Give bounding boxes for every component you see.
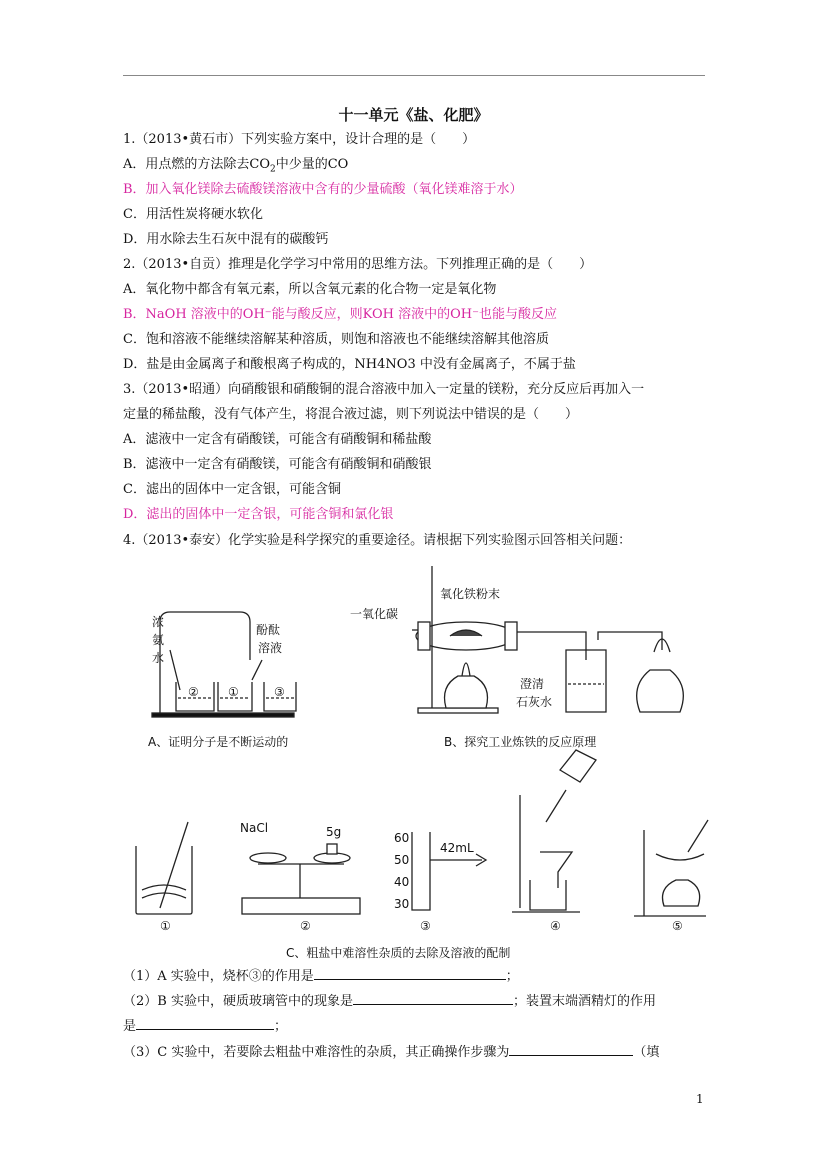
figure-b-label-co: 一氧化碳 (350, 607, 399, 621)
figure-c-weight-block (327, 844, 337, 854)
figure-c-label-weight: 5g (326, 825, 342, 839)
figure-b-iron-oxide-powder (450, 630, 482, 636)
figure-b-label-lime-1: 澄清 (520, 677, 545, 691)
q4-sub3-end: （填 (633, 1045, 660, 1060)
figure-c-tick-60: 60 (394, 831, 410, 845)
figure-b-tube-to-burner (598, 632, 662, 650)
figure-c-label-nacl: NaCl (240, 821, 269, 835)
figure-c-caption: C、粗盐中难溶性杂质的去除及溶液的配制 (286, 946, 511, 960)
q4-sub2-text: （2）B 实验中，硬质玻璃管中的现象是 (123, 994, 353, 1009)
figure-c-num-2: ② (300, 919, 311, 933)
q1-stem: 1.（2013•黄石市）下列实验方案中，设计合理的是（ ） (123, 132, 476, 147)
figure-c-left-pan (250, 853, 286, 863)
q4-sub1-answer-blank[interactable] (314, 966, 506, 980)
page-title: 十一单元《盐、化肥》 (338, 106, 489, 124)
figure-b-flame (462, 663, 470, 676)
figure-c (136, 750, 708, 916)
figure-b-alcohol-lamp (445, 676, 488, 708)
q2-option-b: B．NaOH 溶液中的OH⁻能与酸反应，则KOH 溶液中的OH⁻也能与酸反应 (123, 307, 558, 322)
q4-sub2-answer-blank-2[interactable] (136, 1016, 274, 1030)
q4-sub2-answer-blank-1[interactable] (353, 991, 513, 1005)
figure-c-balance-base (242, 898, 360, 914)
q4-sub3 (123, 1042, 659, 1062)
q4-sub1 (123, 966, 519, 986)
q2-option-d: D．盐是由金属离子和酸根离子构成的，NH4NO3 中没有金属离子，不属于盐 (123, 357, 576, 372)
q4-sub2-line2-text: 是 (123, 1019, 137, 1034)
figure-c-num-5: ⑤ (672, 919, 683, 933)
figure-c-tick-30: 30 (394, 897, 410, 911)
q4-sub2-mid: ；装置末端酒精灯的作用 (512, 994, 656, 1009)
figure-c-cylinder (412, 832, 430, 910)
figure-c-receiving-beaker (530, 880, 566, 910)
figure-b-label-lime-2: 石灰水 (516, 695, 553, 709)
q1-a-subscript: 2 (270, 164, 276, 175)
figure-c-tick-40: 40 (394, 875, 410, 889)
q4-sub3-text: （3）C 实验中，若要除去粗盐中难溶性的杂质，其正确操作步骤为 (123, 1045, 510, 1060)
q4-stem: 4.（2013•泰安）化学实验是科学探究的重要途径。请根据下列实验图示回答相关问题： (123, 533, 632, 548)
q4-sub1-text: （1）A 实验中，烧杯③的作用是 (123, 969, 314, 984)
figure-c-funnel (540, 852, 572, 888)
figure-b-label-fe2o3: 氧化铁粉末 (440, 587, 501, 601)
figure-a-base (152, 713, 294, 717)
q1-option-c: C．用活性炭将硬水软化 (123, 207, 263, 222)
figure-c-beaker-1 (136, 846, 192, 914)
q3-stem-line2: 定量的稀盐酸，没有气体产生，将混合液过滤，则下列说法中错误的是（ ） (123, 407, 579, 422)
q4-sub1-end: ； (505, 969, 519, 984)
figure-a-label-phenol-1: 酚酞 (256, 623, 281, 637)
q2-stem: 2.（2013•自贡）推理是化学学习中常用的思维方法。下列推理正确的是（ ） (123, 257, 593, 272)
q3-option-a: A．滤液中一定含有硝酸镁，可能含有硝酸铜和稀盐酸 (123, 432, 432, 447)
q4-sub2 (123, 991, 656, 1011)
q1-a-text: A．用点燃的方法除去CO (123, 157, 270, 172)
figure-b-stopper-left (418, 622, 430, 650)
figure-a-label-ammonia-2: 氨 (152, 633, 165, 647)
q2-option-c: C．饱和溶液不能继续溶解某种溶质，则饱和溶液也不能继续溶解其他溶质 (123, 332, 549, 347)
figure-c-pouring-beaker (560, 750, 596, 782)
figure-b-tube-to-bottle (517, 632, 586, 660)
q4-sub2-line2-end: ； (274, 1019, 288, 1034)
q4-sub3-answer-blank[interactable] (509, 1042, 633, 1056)
figure-a-pointer-ammonia (170, 650, 180, 690)
q3-option-c: C．滤出的固体中一定含银，可能含铜 (123, 482, 341, 497)
q3-option-b: B．滤液中一定含有硝酸镁，可能含有硝酸铜和硝酸银 (123, 457, 432, 472)
figure-a-label-ammonia-1: 浓 (152, 615, 165, 629)
q3-option-d: D．滤出的固体中一定含银，可能含铜和氯化银 (123, 507, 394, 522)
q4-sub2-line2 (123, 1016, 287, 1036)
figure-a-beaker-label-3: ③ (274, 685, 285, 699)
figure-c-glass-rod (160, 822, 188, 908)
figure-c-pouring-rod (546, 790, 566, 822)
figure-c-num-1: ① (160, 919, 171, 933)
figure-b-stopper-right (505, 622, 517, 650)
figure-a-beaker-label-2: ② (188, 685, 199, 699)
figure-a-beaker-label-1: ① (228, 685, 239, 699)
figure-c-tick-50: 50 (394, 853, 410, 867)
page-number: 1 (696, 1092, 704, 1106)
figure-a-caption: A、证明分子是不断运动的 (148, 735, 289, 749)
figure-c-num-4: ④ (550, 919, 561, 933)
figure-c-num-3: ③ (420, 919, 431, 933)
figure-a-pointer-phenol (252, 660, 262, 680)
figure-c-stir-rod (688, 820, 708, 852)
q2-option-a: A．氧化物中都含有氧元素，所以含氧元素的化合物一定是氧化物 (123, 282, 497, 297)
figure-b-caption: B、探究工业炼铁的反应原理 (444, 735, 597, 749)
figure-a-label-phenol-2: 溶液 (258, 641, 283, 655)
q3-stem-line1: 3.（2013•昭通）向硝酸银和硝酸铜的混合溶液中加入一定量的镁粉，充分反应后再加入一 (123, 382, 645, 397)
figure-c-evap-lamp (663, 880, 700, 906)
q1-a-text-end: 中少量的CO (275, 157, 349, 172)
q1-option-d: D．用水除去生石灰中混有的碳酸钙 (123, 232, 329, 247)
figure-c-label-reading: 42mL (440, 841, 474, 855)
q1-option-b: B．加入氧化镁除去硫酸镁溶液中含有的少量硫酸（氧化镁难溶于水） (123, 182, 523, 197)
figure-c-evaporating-dish (656, 854, 704, 860)
figure-a-label-ammonia-3: 水 (152, 651, 165, 665)
figure-b-end-lamp (637, 670, 684, 712)
figure-b-stand-base (418, 708, 498, 713)
